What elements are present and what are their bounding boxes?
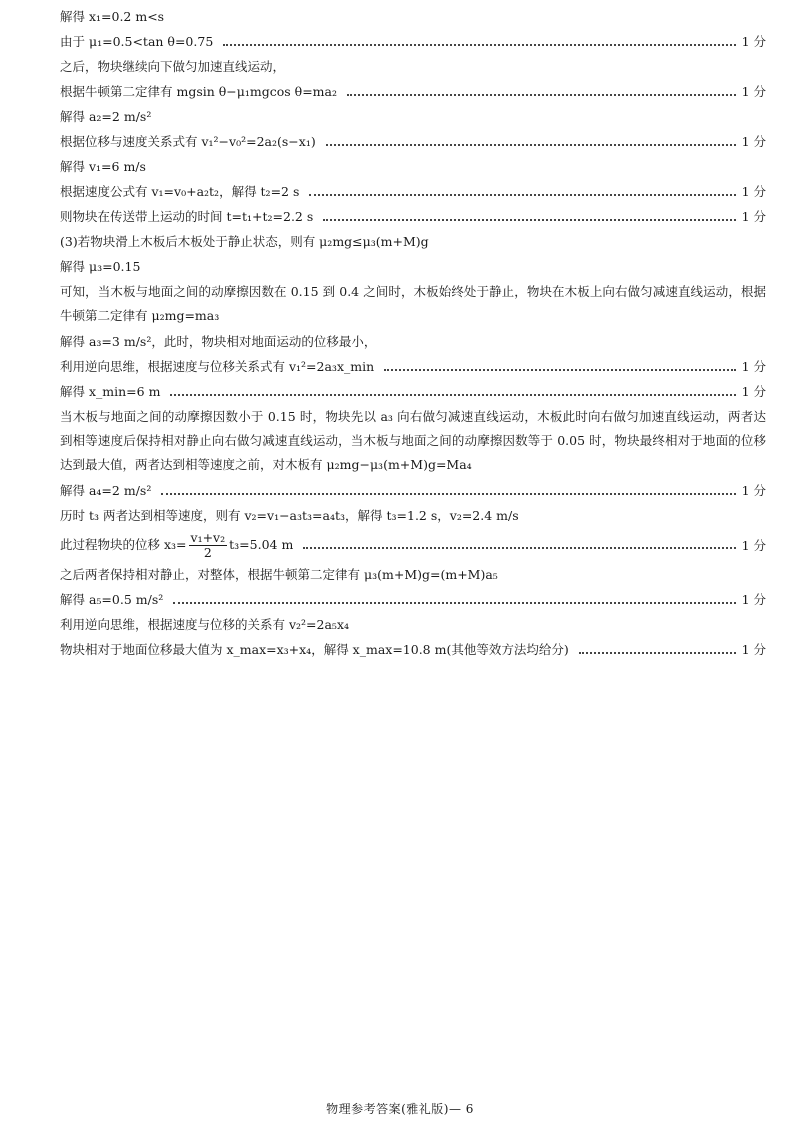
fraction-denominator: 2 bbox=[203, 544, 212, 560]
solution-paragraph: 可知，当木板与地面之间的动摩擦因数在 0.15 到 0.4 之间时，木板始终处于静止，物块在木板上向右做匀减速直线运动，根据牛顿第二定律有 μ₂mg=ma₃ bbox=[60, 284, 766, 323]
dot-leader bbox=[223, 44, 735, 46]
solution-line bbox=[60, 79, 766, 104]
solution-line bbox=[60, 104, 766, 129]
line-text: 之后两者保持相对静止，对整体，根据牛顿第二定律有 μ₃(m+M)g=(m+M)a₅ bbox=[60, 567, 498, 582]
formula-suffix: t₃=5.04 m bbox=[229, 536, 294, 552]
solution-line bbox=[60, 154, 766, 179]
solution-line bbox=[60, 4, 766, 29]
page-footer: 物理参考答案(雅礼版)— 6 bbox=[326, 1102, 474, 1116]
line-text: 之后，物块继续向下做匀加速直线运动， bbox=[60, 59, 286, 74]
line-text: 则物块在传送带上运动的时间 t=t₁+t₂=2.2 s bbox=[60, 209, 314, 224]
dot-leader bbox=[326, 144, 736, 146]
line-text: 物块相对于地面位移最大值为 x_max=x₃+x₄，解得 x_max=10.8 m(其他等效方法均给分) bbox=[60, 642, 569, 657]
solution-line bbox=[60, 254, 766, 279]
solution-line bbox=[60, 179, 766, 204]
score-label: 1 分 bbox=[741, 134, 766, 149]
solution-line bbox=[60, 478, 766, 503]
dot-leader bbox=[347, 94, 736, 96]
dot-leader bbox=[384, 369, 735, 371]
line-text: 解得 x_min=6 m bbox=[60, 384, 161, 399]
score-label: 1 分 bbox=[741, 209, 766, 224]
dot-leader bbox=[170, 394, 735, 396]
line-text: 历时 t₃ 两者达到相等速度，则有 v₂=v₁−a₃t₃=a₄t₃，解得 t₃=1.2 s，v₂=2.4 m/s bbox=[60, 508, 519, 523]
solution-content bbox=[60, 4, 766, 662]
line-text: 解得 a₂=2 m/s² bbox=[60, 109, 152, 124]
solution-line bbox=[60, 379, 766, 404]
solution-line bbox=[60, 503, 766, 528]
score-label: 1 分 bbox=[741, 483, 766, 498]
dot-leader bbox=[579, 652, 736, 654]
line-text: 解得 a₄=2 m/s² bbox=[60, 483, 152, 498]
line-text: 解得 v₁=6 m/s bbox=[60, 159, 146, 174]
score-label: 1 分 bbox=[741, 84, 766, 99]
solution-line bbox=[60, 329, 766, 354]
score-label: 1 分 bbox=[741, 537, 766, 553]
line-text bbox=[60, 531, 293, 560]
score-label: 1 分 bbox=[741, 384, 766, 399]
solution-line bbox=[60, 29, 766, 54]
solution-line bbox=[60, 129, 766, 154]
score-label: 1 分 bbox=[741, 184, 766, 199]
line-text: 根据位移与速度关系式有 v₁²−v₀²=2a₂(s−x₁) bbox=[60, 134, 316, 149]
line-text: 根据速度公式有 v₁=v₀+a₂t₂，解得 t₂=2 s bbox=[60, 184, 300, 199]
solution-line bbox=[60, 204, 766, 229]
solution-line bbox=[60, 562, 766, 587]
line-text: 解得 a₅=0.5 m/s² bbox=[60, 592, 164, 607]
solution-line bbox=[60, 637, 766, 662]
score-label: 1 分 bbox=[741, 642, 766, 657]
dot-leader bbox=[323, 219, 735, 221]
line-text: 解得 a₃=3 m/s²，此时，物块相对地面运动的位移最小， bbox=[60, 334, 377, 349]
line-text: (3)若物块滑上木板后木板处于静止状态，则有 μ₂mg≤μ₃(m+M)g bbox=[60, 234, 429, 249]
solution-line bbox=[60, 54, 766, 79]
dot-leader bbox=[303, 547, 735, 549]
dot-leader bbox=[309, 194, 735, 196]
score-label: 1 分 bbox=[741, 34, 766, 49]
score-label: 1 分 bbox=[741, 592, 766, 607]
fraction-numerator: v₁+v₂ bbox=[190, 529, 226, 545]
dot-leader bbox=[161, 493, 735, 495]
solution-line bbox=[60, 229, 766, 254]
solution-paragraph: 当木板与地面之间的动摩擦因数小于 0.15 时，物块先以 a₃ 向右做匀减速直线运动，木板此时向右做匀加速直线运动，两者达到相等速度后保持相对静止向右做匀减速直线运动，当木板与地面之间的动摩擦因数等于 0.05 时，物块最终相对于地面的位移达到最大值，两者达到相等速度之前，对木板有 μ₂mg−μ₃(m+M)g=Ma₄ bbox=[60, 409, 766, 472]
solution-line bbox=[60, 612, 766, 637]
line-text: 利用逆向思维，根据速度与位移的关系有 v₂²=2a₅x₄ bbox=[60, 617, 350, 632]
line-text: 解得 μ₃=0.15 bbox=[60, 259, 141, 274]
fraction bbox=[189, 531, 228, 560]
solution-line bbox=[60, 528, 766, 562]
solution-line bbox=[60, 587, 766, 612]
line-text: 由于 μ₁=0.5<tan θ=0.75 bbox=[60, 34, 214, 49]
dot-leader bbox=[173, 602, 735, 604]
formula-prefix: 此过程物块的位移 x₃= bbox=[60, 536, 187, 552]
line-text: 根据牛顿第二定律有 mgsin θ−μ₁mgcos θ=ma₂ bbox=[60, 84, 337, 99]
line-text: 利用逆向思维，根据速度与位移关系式有 v₁²=2a₃x_min bbox=[60, 359, 375, 374]
line-text: 解得 x₁=0.2 m<s bbox=[60, 9, 165, 24]
score-label: 1 分 bbox=[741, 359, 766, 374]
solution-line bbox=[60, 354, 766, 379]
